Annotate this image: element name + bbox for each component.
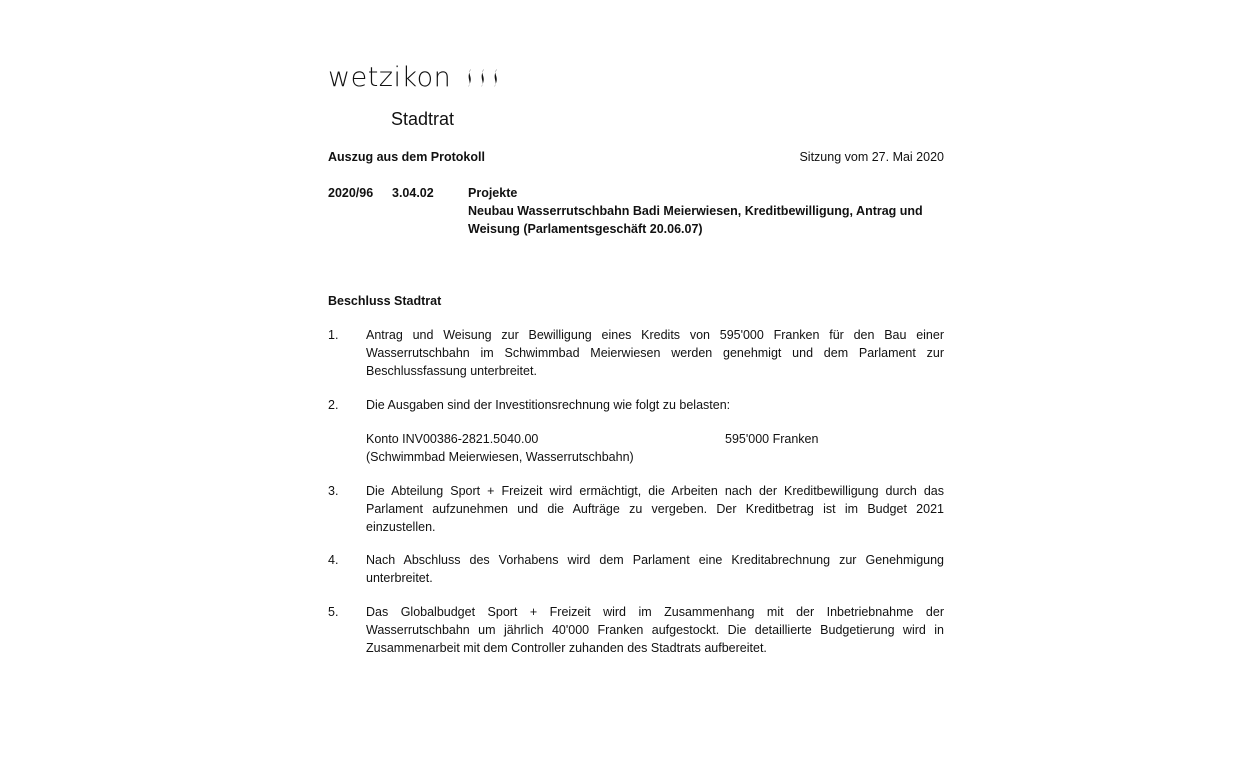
- org-name: Stadtrat: [391, 109, 455, 129]
- account-description: (Schwimmbad Meierwiesen, Wasserrutschbahn): [366, 450, 634, 464]
- account-label: Konto INV00386-2821.5040.00: [366, 432, 539, 446]
- item-number: 5.: [328, 605, 339, 619]
- item-number: 3.: [328, 484, 339, 498]
- list-item: [328, 482, 944, 536]
- business-number: 2020/96: [328, 186, 374, 200]
- account-amount: 595'000 Franken: [725, 432, 819, 446]
- list-item: [328, 603, 944, 657]
- list-item: [328, 396, 944, 466]
- business-category: Projekte: [468, 186, 518, 200]
- decision-list: [328, 326, 944, 657]
- protocol-title: Auszug aus dem Protokoll: [328, 150, 485, 164]
- session-date: Sitzung vom 27. Mai 2020: [799, 150, 944, 164]
- list-item: [328, 326, 944, 380]
- list-item: [328, 551, 944, 587]
- register-number: 3.04.02: [392, 186, 434, 200]
- item-text: Die Abteilung Sport + Freizeit wird ermächtigt, die Arbeiten nach der Kreditbewilligung durch das Parlament aufzunehmen und die Aufträge zu vergeben. Der Kreditbetrag ist im Budget 2021 einzustellen.: [366, 484, 944, 534]
- account-entry: [366, 430, 944, 466]
- decision-title: Beschluss Stadtrat: [328, 294, 442, 308]
- item-text: Nach Abschluss des Vorhabens wird dem Parlament eine Kreditabrechnung zur Genehmigung unterbreitet.: [366, 553, 944, 585]
- logo-wordmark: wetzikon: [328, 62, 452, 93]
- item-text: Antrag und Weisung zur Bewilligung eines Kredits von 595'000 Franken für den Bau einer Wasserrutschbahn im Schwimmbad Meierwiesen werden genehmigt und dem Parlament zur Beschlussfassung unterbreitet.: [366, 328, 944, 378]
- logo: [328, 62, 505, 94]
- item-number: 1.: [328, 328, 339, 342]
- document-page: [328, 0, 944, 762]
- item-text: Das Globalbudget Sport + Freizeit wird im Zusammenhang mit der Inbetriebnahme der Wasserrutschbahn um jährlich 40'000 Franken aufgestockt. Die detaillierte Budgetierung wird in Zusammenarbeit mit dem Controller zuhanden des Stadtrats aufbereitet.: [366, 605, 944, 655]
- item-text: Die Ausgaben sind der Investitionsrechnung wie folgt zu belasten:: [366, 398, 731, 412]
- business-subject: [468, 184, 944, 238]
- business-title: Neubau Wasserrutschbahn Badi Meierwiesen, Kreditbewilligung, Antrag und Weisung (Parlamentsgeschäft 20.06.07): [468, 204, 923, 236]
- item-number: 4.: [328, 553, 339, 567]
- item-number: 2.: [328, 398, 339, 412]
- protocol-header: [328, 148, 944, 166]
- wave-logo-icon: [463, 68, 505, 88]
